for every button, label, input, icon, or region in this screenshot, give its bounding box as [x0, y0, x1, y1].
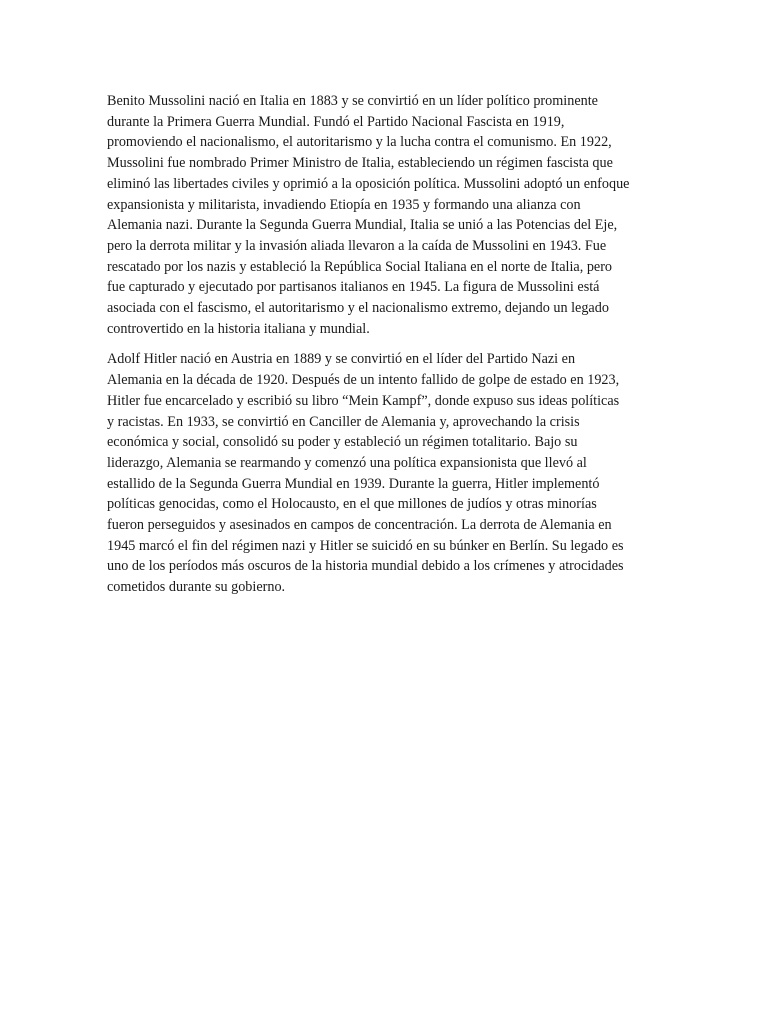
text-line: Alemania en la década de 1920. Después de un intento fallido de golpe de estado en 1923,: [107, 372, 620, 389]
text-line: cometidos durante su gobierno.: [107, 579, 286, 596]
paragraph-mussolini: [107, 91, 667, 339]
text-line: asociada con el fascismo, el autoritarismo y el nacionalismo extremo, dejando un legado: [107, 300, 609, 317]
text-line: y racistas. En 1933, se convirtió en Canciller de Alemania y, aprovechando la crisis: [107, 413, 580, 430]
text-line: Benito Mussolini nació en Italia en 1883 y se convirtió en un líder político prominente: [107, 93, 598, 109]
text-line: rescatado por los nazis y estableció la República Social Italiana en el norte de Italia, pero: [107, 258, 613, 275]
text-line: fueron perseguidos y asesinados en campos de concentración. La derrota de Alemania en: [107, 517, 612, 534]
text-line: 1945 marcó el fin del régimen nazi y Hitler se suicidó en su búnker en Berlín. Su legado es: [107, 537, 624, 554]
text-line: estallido de la Segunda Guerra Mundial en 1939. Durante la guerra, Hitler implementó: [107, 475, 600, 492]
text-line: Alemania nazi. Durante la Segunda Guerra Mundial, Italia se unió a las Potencias del Eje,: [107, 217, 618, 234]
text-line: uno de los períodos más oscuros de la historia mundial debido a los crímenes y atrocidades: [107, 558, 624, 575]
text-line: durante la Primera Guerra Mundial. Fundó el Partido Nacional Fascista en 1919,: [107, 113, 565, 130]
text-line: Adolf Hitler nació en Austria en 1889 y se convirtió en el líder del Partido Nazi en: [107, 351, 576, 368]
text-line: promoviendo el nacionalismo, el autoritarismo y la lucha contra el comunismo. En 1922,: [107, 134, 612, 151]
text-line: liderazgo, Alemania se rearmando y comenzó una política expansionista que llevó al: [107, 454, 587, 471]
text-line: pero la derrota militar y la invasión aliada llevaron a la caída de Mussolini en 1943. Fue: [107, 237, 607, 254]
text-line: controvertido en la historia italiana y mundial.: [107, 320, 370, 337]
paragraph-hitler: [107, 349, 667, 597]
text-line: Hitler fue encarcelado y escribió su libro “Mein Kampf”, donde expuso sus ideas políticas: [107, 392, 620, 409]
text-line: fue capturado y ejecutado por partisanos italianos en 1945. La figura de Mussolini está: [107, 279, 600, 296]
text-line: económica y social, consolidó su poder y estableció un régimen totalitario. Bajo su: [107, 434, 578, 451]
text-line: Mussolini fue nombrado Primer Ministro de Italia, estableciendo un régimen fascista que: [107, 155, 613, 172]
text-line: políticas genocidas, como el Holocausto, en el que millones de judíos y otras minorías: [107, 496, 597, 513]
text-line: expansionista y militarista, invadiendo Etiopía en 1935 y formando una alianza con: [107, 196, 581, 213]
document-body: [107, 91, 667, 598]
text-line: eliminó las libertades civiles y oprimió a la oposición política. Mussolini adoptó un enfoque: [107, 175, 630, 192]
